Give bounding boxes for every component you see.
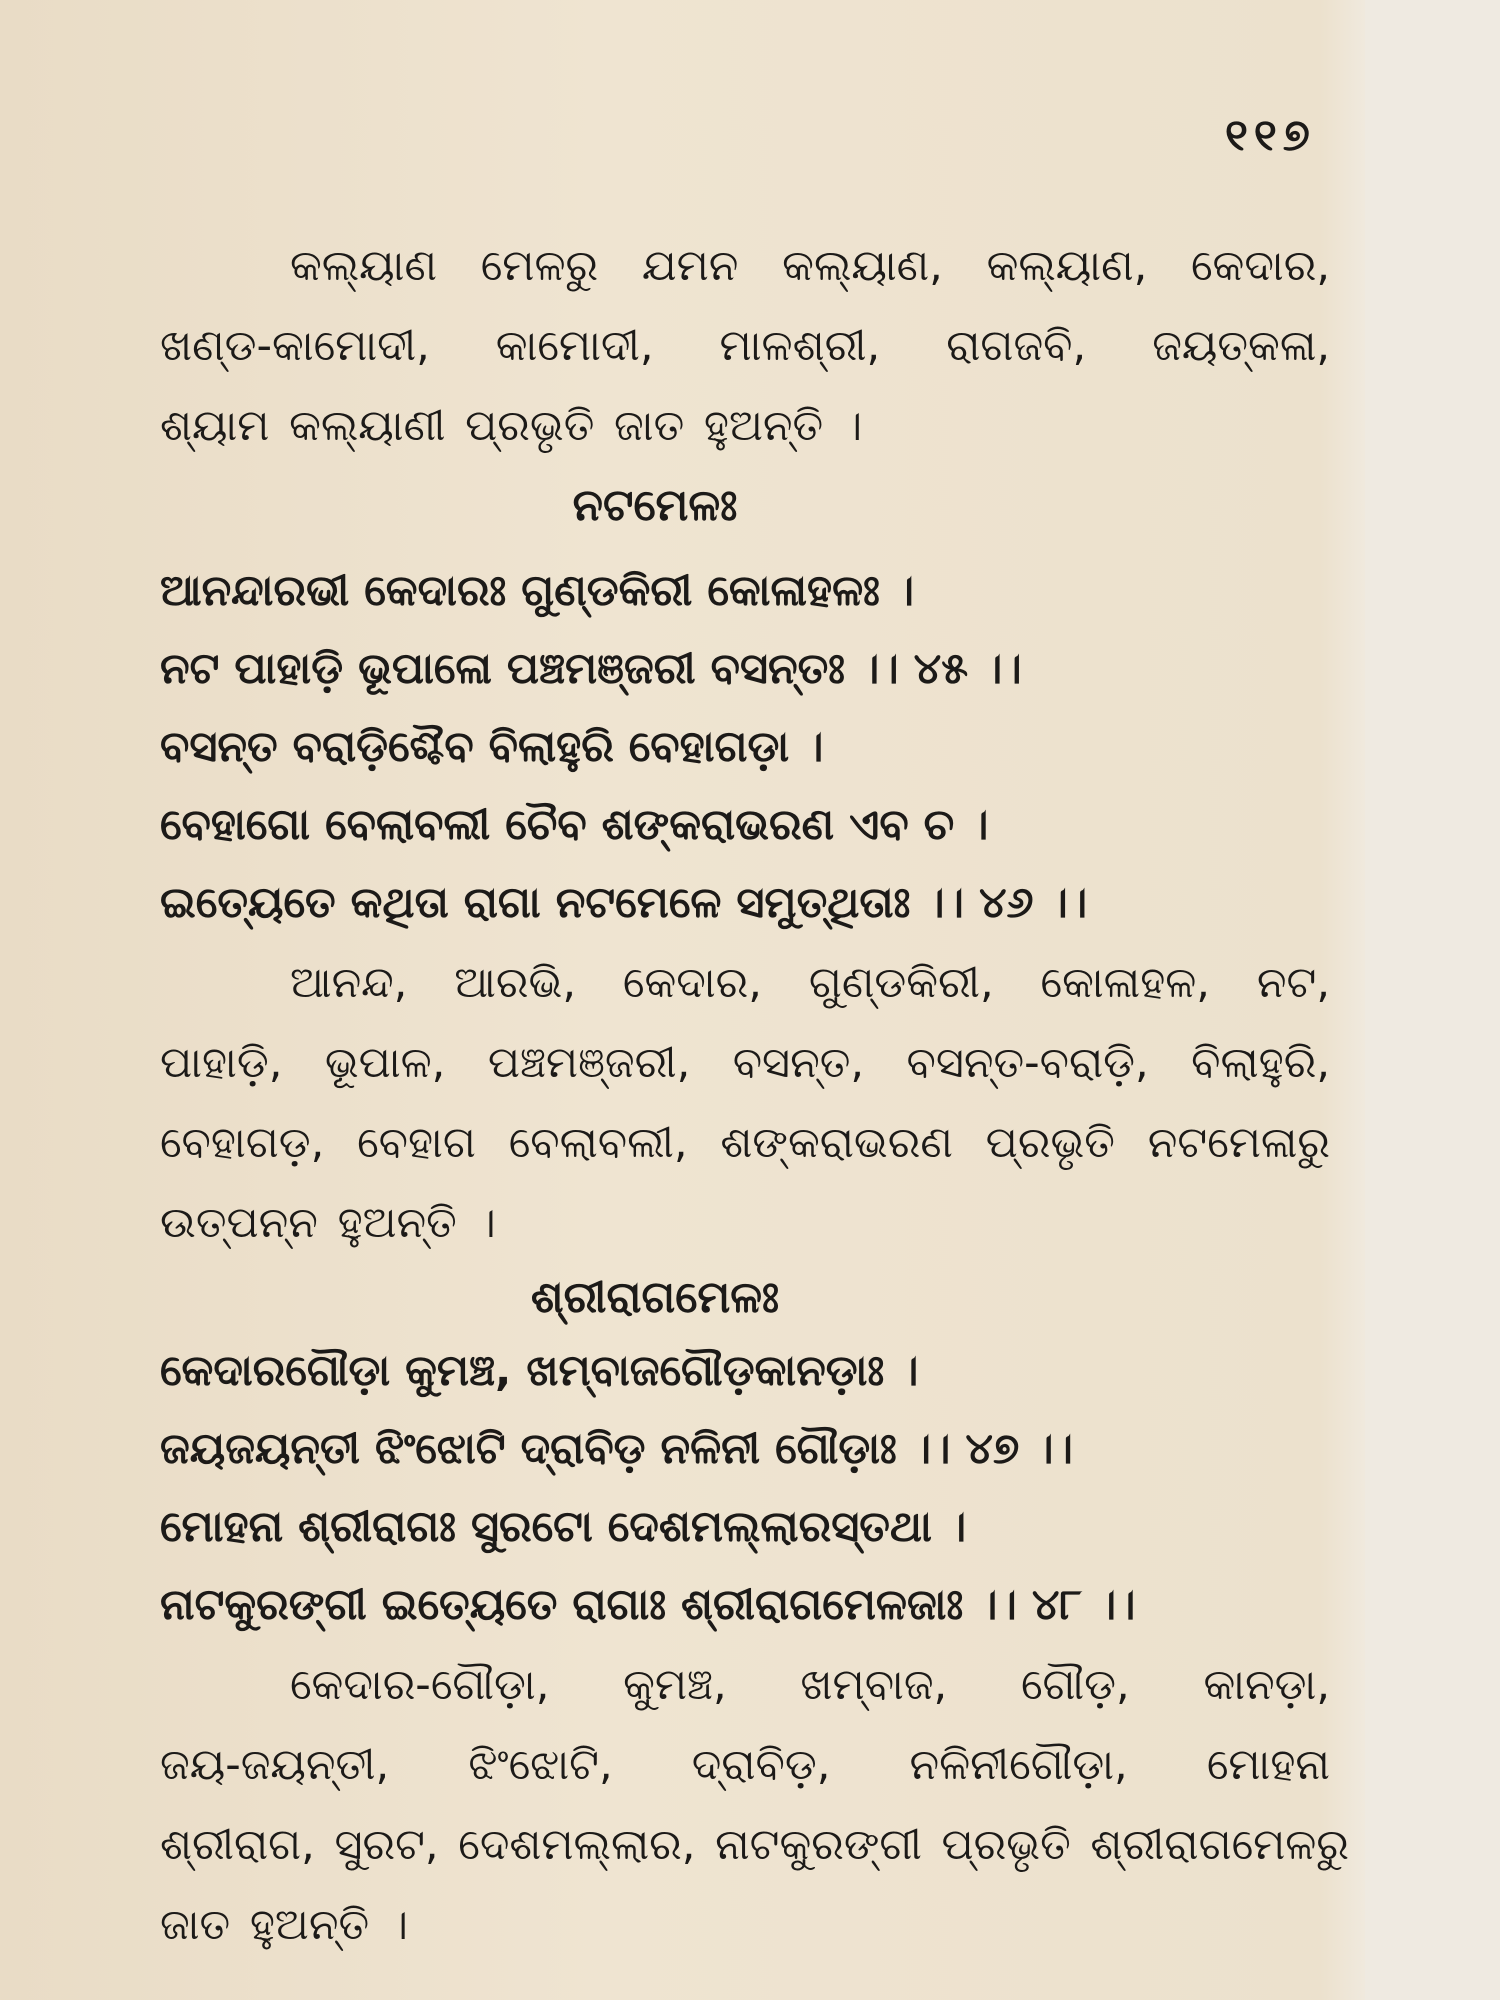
paragraph-line: ବେହାଗଡ଼, ବେହାଗ ବେଲାବଲୀ, ଶଙ୍କରାଭରଣ ପ୍ରଭୃତି ନଟମେଳାରୁ bbox=[160, 1118, 1330, 1168]
paragraph-line: କଲ୍ୟାଣ ମେଳରୁ ଯମନ କଲ୍ୟାଣ, କଲ୍ୟାଣ, କେଦାର, bbox=[290, 241, 1330, 291]
paragraph-line: ଆନନ୍ଦ, ଆରଭି, କେଦାର, ଗୁଣ୍ଡକିରୀ, କୋଳାହଳ, ନଟ, bbox=[290, 958, 1330, 1008]
verse-line: କେଦାରଗୌଡ଼ା କୁମଞ୍ଚ, ଖମ୍ବାଜଗୌଡ଼କାନଡ଼ାଃ । bbox=[160, 1346, 919, 1396]
verse-line: ଆନନ୍ଦାରଭୀ କେଦାରଃ ଗୁଣ୍ଡକିରୀ କୋଳାହଳଃ । bbox=[160, 566, 915, 616]
section-heading-text: ନଟମେଳଃ bbox=[572, 480, 738, 531]
verse-line: ନଟ ପାହାଡ଼ି ଭୂପାଳୋ ପଞ୍ଚମଞ୍ଜରୀ ବସନ୍ତଃ ।। ୪୫ ।। bbox=[160, 644, 1022, 694]
verse-line: ଜୟଜୟନ୍ତୀ ଝିଂଝୋଟି ଦ୍ରାବିଡ଼ ନଳିନୀ ଗୌଡ଼ାଃ ।। ୪୭ ।। bbox=[160, 1424, 1073, 1474]
paragraph-line: ଶ୍ରୀରାଗ, ସୁରଟ, ଦେଶମଲ୍ଲାର, ନାଟକୁରଙ୍ଗୀ ପ୍ରଭୃତି ଶ୍ରୀରାଗମେଳରୁ bbox=[160, 1820, 1349, 1870]
verse-line: ମୋହନା ଶ୍ରୀରାଗଃ ସୁରଟୋ ଦେଶମଲ୍ଲାରସ୍ତଥା । bbox=[160, 1502, 967, 1552]
verse-line: ବେହାଗୋ ବେଲାବଲୀ ଚୈବ ଶଙ୍କରାଭରଣ ଏବ ଚ । bbox=[160, 800, 989, 850]
paragraph-line: ଜୟ-ଜୟନ୍ତୀ, ଝିଂଝୋଟି, ଦ୍ରାବିଡ଼, ନଳିନୀଗୌଡ଼ା, ମୋହନା bbox=[160, 1740, 1330, 1790]
page-edge bbox=[1365, 0, 1500, 2000]
section-heading-text: ଶ୍ରୀରାଗମେଳଃ bbox=[530, 1272, 780, 1323]
verse-line: ନାଟକୁରଙ୍ଗୀ ଇତ୍ୟେତେ ରାଗାଃ ଶ୍ରୀରାଗମେଳଜାଃ ।। ୪୮ ।। bbox=[160, 1580, 1136, 1630]
paragraph-line: ଜାତ ହୁଅନ୍ତି । bbox=[160, 1900, 409, 1950]
section-heading bbox=[0, 1272, 1500, 1323]
paragraph-line: ପାହାଡ଼ି, ଭୂପାଳ, ପଞ୍ଚମଞ୍ଜରୀ, ବସନ୍ତ, ବସନ୍ତ-ବରାଡ଼ି, ବିଲାହୁରି, bbox=[160, 1038, 1330, 1088]
paragraph-line: ଖଣ୍ଡ-କାମୋଦୀ, କାମୋଦୀ, ମାଳଶ୍ରୀ, ରାଗଜବି, ଜୟତ୍‌କଳା, bbox=[160, 321, 1330, 371]
paragraph-line: କେଦାର-ଗୌଡ଼ା, କୁମଞ୍ଚ, ଖମ୍ବାଜ, ଗୌଡ଼, କାନଡ଼ା, bbox=[290, 1660, 1330, 1710]
verse-line: ଇତ୍ୟେତେ କଥିତା ରାଗା ନଟମେଳେ ସମୁତ୍‌ଥିତାଃ ।। ୪୬ ।। bbox=[160, 878, 1088, 928]
verse-line: ବସନ୍ତ ବରାଡ଼ିଶ୍ଚୈବ ବିଲାହୁରି ବେହାଗଡ଼ା । bbox=[160, 722, 824, 772]
paragraph-line: ଉତ୍ପନ୍ନ ହୁଅନ୍ତି । bbox=[160, 1198, 496, 1248]
paragraph-line: ଶ୍ୟାମ କଲ୍ୟାଣୀ ପ୍ରଭୃତି ଜାତ ହୁଅନ୍ତି । bbox=[160, 401, 863, 451]
section-heading bbox=[0, 480, 1500, 531]
page-number: ୧୧୭ bbox=[1225, 110, 1316, 161]
